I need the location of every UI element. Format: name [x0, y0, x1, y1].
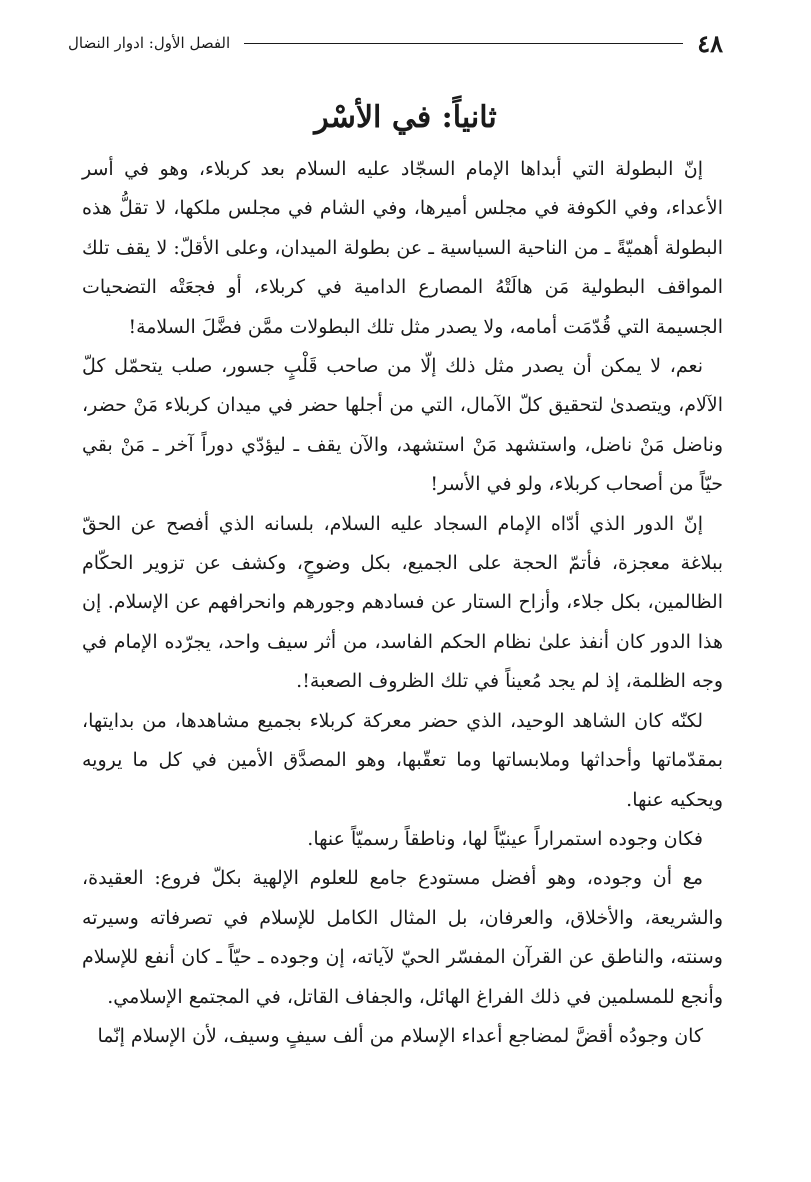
paragraph: إنّ الدور الذي أدّاه الإمام السجاد عليه السلام، بلسانه الذي أفصح عن الحقّ ببلاغة معجزة، فأتمّ الحجة على الجميع، بكل وضوحٍ، وكشف عن تزوير الحكّام الظالمين، بكل جلاء، وأزاح الستار عن فسادهم وجورهم وانحرافهم عن الإسلام. إن هذا الدور كان أنفذ علىٰ نظام الحكم الفاسد، من أثر سيف واحد، يجرّده الإمام في وجه الظلمة، إذ لم يجد مُعيناً في تلك الظروف الصعبة!.: [82, 512, 723, 693]
page-number: ٤٨: [697, 28, 723, 58]
paragraph: لكنّه كان الشاهد الوحيد، الذي حضر معركة كربلاء بجميع مشاهدها، من بدايتها، بمقدّماتها وأحداثها وملابساتها وما تعقّبها، وهو المصدَّق الأمين في كل ما يرويه ويحكيه عنها.: [82, 709, 723, 811]
running-header: [68, 28, 723, 58]
paragraph: مع أن وجوده، وهو أفضل مستودع جامع للعلوم الإلهية بكلّ فروع: العقيدة، والشريعة، والأخلاق، والعرفان، بل المثال الكامل للإسلام في تصرفاته وسيرته وسنته، والناطق عن القرآن المفسّر الحيّ لآياته، إن وجوده ـ حيّاً ـ كان أنفع للإسلام وأنجع للمسلمين في ذلك الفراغ الهائل، والجفاف القاتل، في المجتمع الإسلامي.: [82, 867, 723, 1008]
chapter-title: الفصل الأول: ادوار النضال: [68, 34, 231, 52]
header-rule: [244, 43, 683, 44]
section-heading: ثانياً: في الأسْر: [314, 100, 497, 135]
paragraph: نعم، لا يمكن أن يصدر مثل ذلك إلّا من صاحب قَلْبٍ جسور، صلب يتحمّل كلّ الآلام، ويتصدىٰ لتحقيق كلّ الآمال، التي من أجلها حضر في ميدان كربلاء مَنْ حضر، وناضل مَنْ ناضل، واستشهد مَنْ استشهد، والآن يقف ـ ليؤدّي دوراً آخر ـ مَنْ بقي حيّاً من أصحاب كربلاء، ولو في الأسر!: [82, 355, 723, 496]
paragraph: إنّ البطولة التي أبداها الإمام السجّاد عليه السلام بعد كربلاء، وهو في أسر الأعداء، وفي الكوفة في مجلس أميرها، وفي الشام في مجلس ملكها، لا تقلُّ هذه البطولة أهميّةً ـ من الناحية السياسية ـ عن بطولة الميدان، وعلى الأقلّ: لا يقف تلك المواقف البطولية مَن هالَتْهُ المصارع الدامية في كربلاء، أو فجعَتْه التضحيات الجسيمة التي قُدّمَت أمامه، ولا يصدر مثل تلك البطولات ممَّن فضَّلَ السلامة!: [82, 158, 723, 338]
body-text: [82, 150, 723, 1056]
paragraph: كان وجودُه أقضَّ لمضاجع أعداء الإسلام من ألف سيفٍ وسيف، لأن الإسلام إنّما: [97, 1024, 703, 1047]
paragraph: فكان وجوده استمراراً عينيّاً لها، وناطقاً رسميّاً عنها.: [307, 827, 703, 850]
